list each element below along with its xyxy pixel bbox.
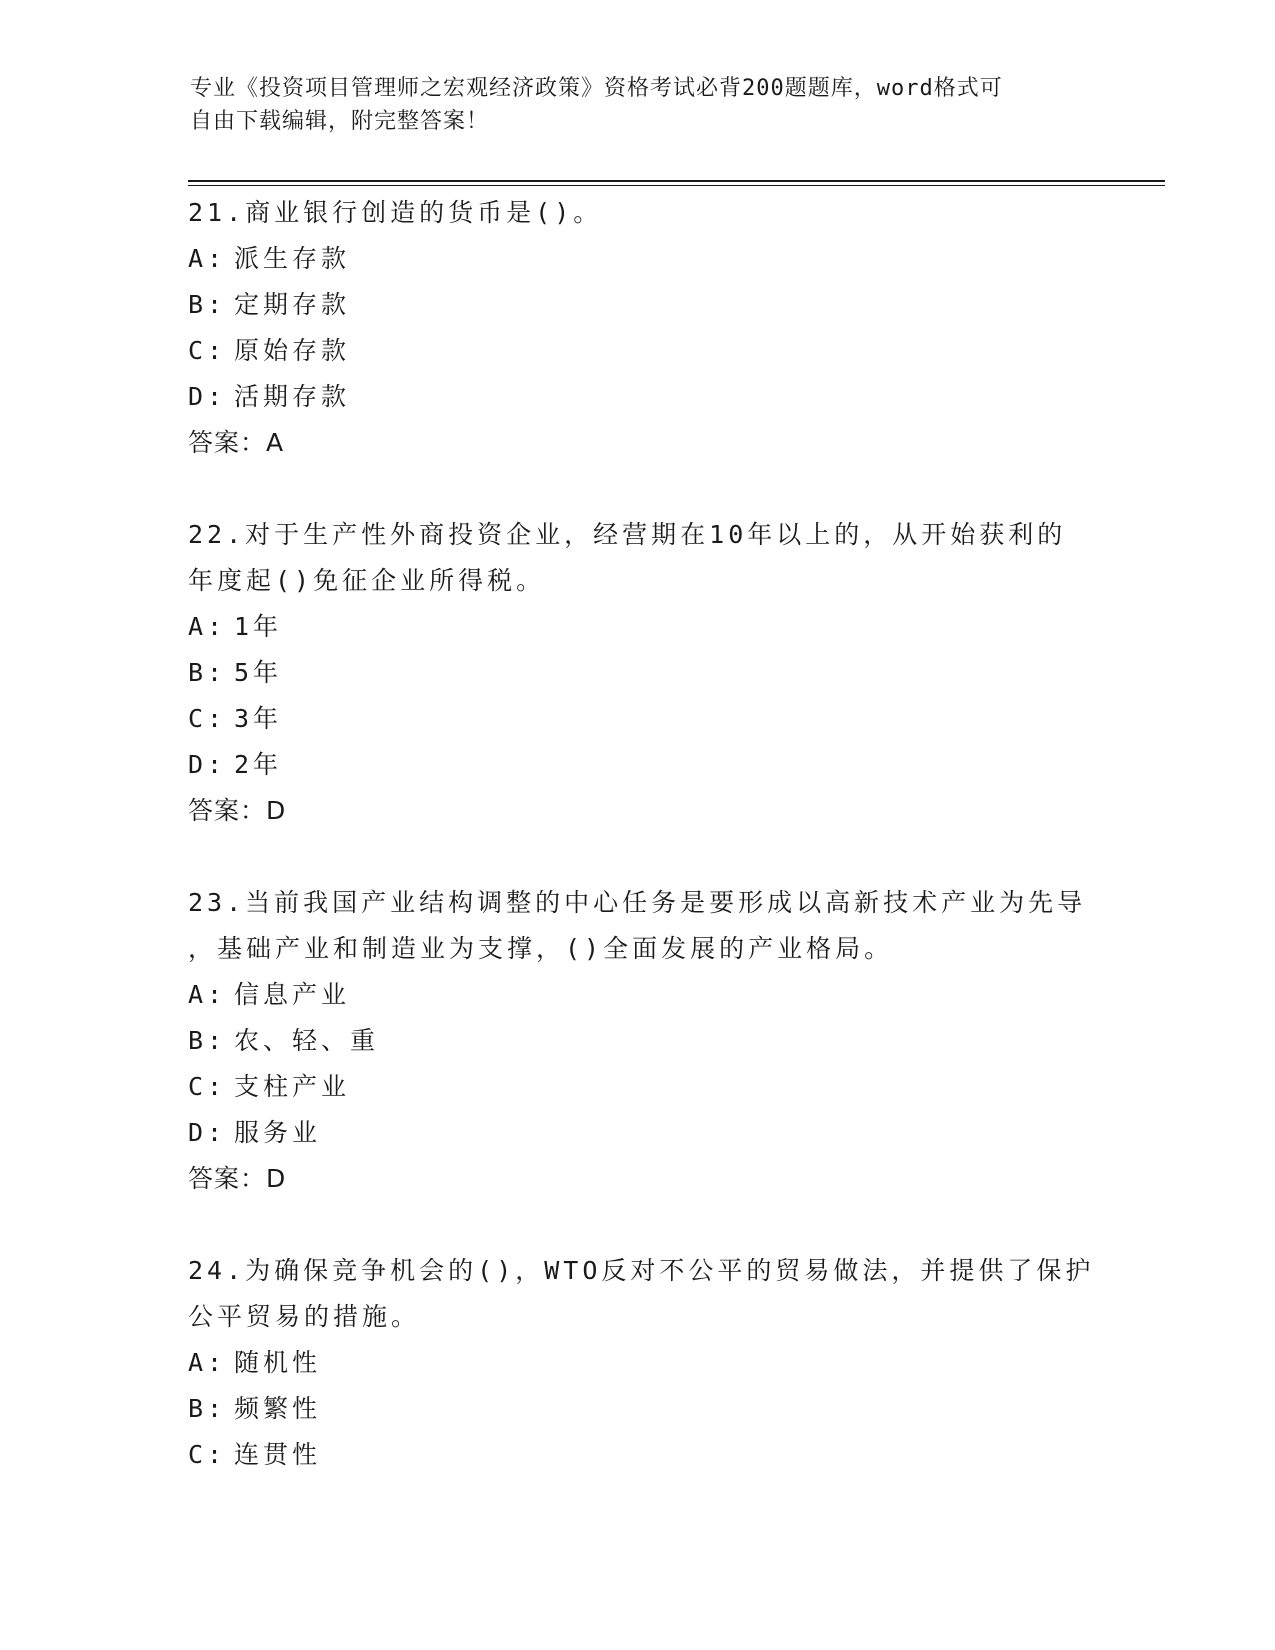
option-letter: B: xyxy=(188,1394,227,1423)
question-stem-line-2: 公平贸易的措施。 xyxy=(188,1302,421,1331)
option-letter: D: xyxy=(188,382,227,411)
question-stem-line-1: 23.当前我国产业结构调整的中心任务是要形成以高新技术产业为先导 xyxy=(188,888,1087,917)
option-text: 频繁性 xyxy=(234,1394,322,1423)
option-a xyxy=(188,1340,1088,1386)
option-letter: B: xyxy=(188,1026,227,1055)
option-d xyxy=(188,374,1088,420)
option-text: 随机性 xyxy=(234,1348,322,1377)
option-letter: C: xyxy=(188,1440,227,1469)
question-21 xyxy=(188,190,1088,466)
option-text: 派生存款 xyxy=(234,244,351,273)
option-text: 2年 xyxy=(234,750,283,779)
option-text: 3年 xyxy=(234,704,283,733)
option-a xyxy=(188,236,1088,282)
option-c xyxy=(188,1064,1088,1110)
option-letter: D: xyxy=(188,750,227,779)
option-b xyxy=(188,282,1088,328)
option-d xyxy=(188,1110,1088,1156)
option-text: 支柱产业 xyxy=(234,1072,351,1101)
option-text: 定期存款 xyxy=(234,290,351,319)
option-b xyxy=(188,1018,1088,1064)
option-c xyxy=(188,328,1088,374)
option-text: 1年 xyxy=(234,612,283,641)
answer-line: 答案：D xyxy=(188,1164,287,1193)
option-text: 连贯性 xyxy=(234,1440,322,1469)
option-letter: D: xyxy=(188,1118,227,1147)
answer-line: 答案：A xyxy=(188,428,285,457)
question-stem: 21.商业银行创造的货币是()。 xyxy=(188,198,603,227)
option-text: 5年 xyxy=(234,658,283,687)
question-22 xyxy=(188,512,1088,834)
option-letter: C: xyxy=(188,1072,227,1101)
option-text: 原始存款 xyxy=(234,336,351,365)
option-letter: B: xyxy=(188,658,227,687)
question-list xyxy=(188,190,1095,1524)
question-23 xyxy=(188,880,1088,1202)
option-letter: A: xyxy=(188,612,227,641)
option-c xyxy=(188,696,1088,742)
option-letter: A: xyxy=(188,1348,227,1377)
option-letter: B: xyxy=(188,290,227,319)
option-letter: A: xyxy=(188,244,227,273)
option-letter: C: xyxy=(188,704,227,733)
option-b xyxy=(188,650,1088,696)
option-b xyxy=(188,1386,1088,1432)
option-text: 信息产业 xyxy=(234,980,351,1009)
header-line-2: 自由下载编辑，附完整答案！ xyxy=(190,109,490,134)
document-header xyxy=(190,72,1090,138)
question-stem-line-2: ，基础产业和制造业为支撑，()全面发展的产业格局。 xyxy=(188,934,894,963)
header-line-1: 专业《投资项目管理师之宏观经济政策》资格考试必背200题题库，word格式可 xyxy=(190,76,1003,101)
option-letter: A: xyxy=(188,980,227,1009)
option-c xyxy=(188,1432,1088,1478)
header-rule-thick xyxy=(188,180,1165,182)
option-text: 农、轻、重 xyxy=(234,1026,380,1055)
answer-line: 答案：D xyxy=(188,796,287,825)
question-24 xyxy=(188,1248,1095,1478)
option-a xyxy=(188,604,1088,650)
option-text: 服务业 xyxy=(234,1118,322,1147)
option-letter: C: xyxy=(188,336,227,365)
option-d xyxy=(188,742,1088,788)
option-a xyxy=(188,972,1088,1018)
question-stem-line-1: 24.为确保竞争机会的()，WTO反对不公平的贸易做法，并提供了保护 xyxy=(188,1256,1095,1285)
option-text: 活期存款 xyxy=(234,382,351,411)
question-stem-line-2: 年度起()免征企业所得税。 xyxy=(188,566,546,595)
header-rule-thin xyxy=(188,185,1165,186)
question-stem-line-1: 22.对于生产性外商投资企业，经营期在10年以上的，从开始获利的 xyxy=(188,520,1067,549)
